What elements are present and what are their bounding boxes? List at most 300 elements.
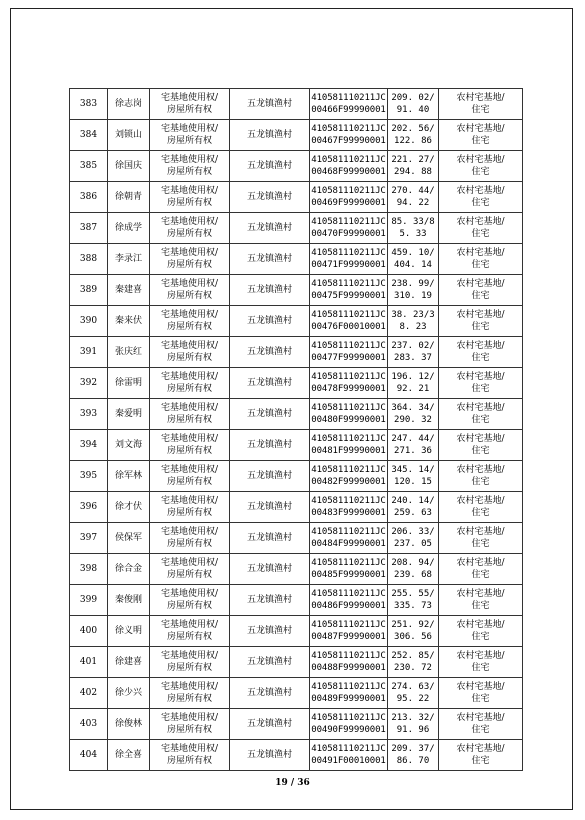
- cell-unit-code-line: 00475F99990001: [311, 291, 386, 301]
- cell-unit-code: [310, 337, 388, 368]
- cell-area-line: 38. 23/3: [391, 310, 435, 320]
- cell-unit-code: [310, 585, 388, 616]
- cell-serial-number: 384: [70, 120, 108, 151]
- cell-unit-code-line: 410581110211JC: [311, 434, 386, 444]
- cell-right-type-line: 房屋所有权: [166, 570, 212, 580]
- cell-usage-line: 农村宅基地/: [456, 682, 505, 692]
- cell-area: [388, 337, 439, 368]
- cell-right-type-line: 房屋所有权: [166, 229, 212, 239]
- cell-serial-number: 394: [70, 430, 108, 461]
- cell-usage-line: 农村宅基地/: [456, 434, 505, 444]
- cell-unit-code-line: 00488F99990001: [311, 663, 386, 673]
- cell-right-type: [150, 368, 230, 399]
- cell-right-type: [150, 430, 230, 461]
- table-row: [70, 709, 523, 740]
- cell-right-type-line: 宅基地使用权/: [160, 682, 219, 692]
- cell-usage-line: 住宅: [471, 477, 490, 487]
- cell-usage: [439, 151, 523, 182]
- cell-area-line: 290. 32: [394, 415, 432, 425]
- table-row: [70, 213, 523, 244]
- cell-unit-code-line: 00481F99990001: [311, 446, 386, 456]
- cell-owner-name: 徐俊林: [108, 709, 150, 740]
- cell-usage-line: 农村宅基地/: [456, 124, 505, 134]
- cell-unit-code-line: 410581110211JC: [311, 620, 386, 630]
- cell-location: 五龙镇渔村: [230, 399, 310, 430]
- cell-area-line: 202. 56/: [391, 124, 435, 134]
- cell-area-line: 270. 44/: [391, 186, 435, 196]
- cell-unit-code-line: 410581110211JC: [311, 651, 386, 661]
- cell-usage: [439, 585, 523, 616]
- cell-owner-name: 侯保军: [108, 523, 150, 554]
- cell-right-type-line: 房屋所有权: [166, 756, 212, 766]
- cell-usage-line: 农村宅基地/: [456, 155, 505, 165]
- cell-right-type-line: 宅基地使用权/: [160, 465, 219, 475]
- cell-serial-number: 385: [70, 151, 108, 182]
- cell-serial-number: 387: [70, 213, 108, 244]
- cell-usage: [439, 554, 523, 585]
- cell-right-type-line: 宅基地使用权/: [160, 589, 219, 599]
- cell-usage-line: 住宅: [471, 291, 490, 301]
- cell-right-type: [150, 647, 230, 678]
- cell-unit-code-line: 410581110211JC: [311, 372, 386, 382]
- cell-right-type-line: 宅基地使用权/: [160, 279, 219, 289]
- cell-serial-number: 397: [70, 523, 108, 554]
- cell-location: 五龙镇渔村: [230, 244, 310, 275]
- cell-unit-code: [310, 89, 388, 120]
- cell-usage: [439, 337, 523, 368]
- cell-area-line: 209. 37/: [391, 744, 435, 754]
- cell-usage-line: 农村宅基地/: [456, 651, 505, 661]
- cell-location: 五龙镇渔村: [230, 182, 310, 213]
- cell-usage: [439, 740, 523, 771]
- cell-unit-code-line: 00483F99990001: [311, 508, 386, 518]
- cell-area-line: 91. 40: [396, 105, 430, 115]
- cell-right-type-line: 宅基地使用权/: [160, 527, 219, 537]
- cell-usage-line: 住宅: [471, 384, 490, 394]
- cell-usage-line: 农村宅基地/: [456, 713, 505, 723]
- table-row: [70, 399, 523, 430]
- cell-unit-code-line: 00476F00010001: [311, 322, 386, 332]
- cell-unit-code: [310, 461, 388, 492]
- cell-usage: [439, 647, 523, 678]
- cell-unit-code: [310, 492, 388, 523]
- cell-unit-code: [310, 213, 388, 244]
- cell-usage-line: 住宅: [471, 198, 490, 208]
- cell-unit-code: [310, 120, 388, 151]
- cell-area-line: 120. 15: [394, 477, 432, 487]
- cell-unit-code-line: 410581110211JC: [311, 279, 386, 289]
- cell-usage: [439, 430, 523, 461]
- table-row: [70, 89, 523, 120]
- cell-area: [388, 616, 439, 647]
- cell-unit-code-line: 410581110211JC: [311, 248, 386, 258]
- cell-location: 五龙镇渔村: [230, 120, 310, 151]
- cell-unit-code: [310, 306, 388, 337]
- table-row: [70, 585, 523, 616]
- cell-serial-number: 400: [70, 616, 108, 647]
- cell-area-line: 8. 23: [399, 322, 427, 332]
- table-row: [70, 244, 523, 275]
- cell-right-type: [150, 461, 230, 492]
- cell-serial-number: 401: [70, 647, 108, 678]
- cell-right-type-line: 房屋所有权: [166, 539, 212, 549]
- cell-right-type-line: 宅基地使用权/: [160, 372, 219, 382]
- cell-usage: [439, 492, 523, 523]
- cell-right-type-line: 宅基地使用权/: [160, 651, 219, 661]
- table-row: [70, 740, 523, 771]
- cell-area: [388, 430, 439, 461]
- cell-owner-name: 徐朝青: [108, 182, 150, 213]
- table-row: [70, 523, 523, 554]
- cell-area-line: 238. 99/: [391, 279, 435, 289]
- cell-right-type: [150, 709, 230, 740]
- cell-usage-line: 农村宅基地/: [456, 620, 505, 630]
- cell-usage-line: 住宅: [471, 415, 490, 425]
- cell-area-line: 310. 19: [394, 291, 432, 301]
- cell-usage-line: 住宅: [471, 260, 490, 270]
- cell-owner-name: 秦俊刚: [108, 585, 150, 616]
- cell-serial-number: 396: [70, 492, 108, 523]
- cell-usage: [439, 213, 523, 244]
- cell-usage-line: 农村宅基地/: [456, 403, 505, 413]
- cell-usage-line: 农村宅基地/: [456, 496, 505, 506]
- cell-unit-code: [310, 678, 388, 709]
- cell-right-type-line: 宅基地使用权/: [160, 713, 219, 723]
- cell-usage: [439, 368, 523, 399]
- cell-right-type-line: 宅基地使用权/: [160, 155, 219, 165]
- cell-usage-line: 农村宅基地/: [456, 248, 505, 258]
- cell-serial-number: 388: [70, 244, 108, 275]
- cell-unit-code: [310, 430, 388, 461]
- cell-right-type-line: 宅基地使用权/: [160, 620, 219, 630]
- cell-usage-line: 住宅: [471, 353, 490, 363]
- cell-area-line: 335. 73: [394, 601, 432, 611]
- cell-unit-code-line: 410581110211JC: [311, 713, 386, 723]
- cell-serial-number: 390: [70, 306, 108, 337]
- cell-area-line: 247. 44/: [391, 434, 435, 444]
- cell-usage: [439, 523, 523, 554]
- cell-unit-code-line: 00489F99990001: [311, 694, 386, 704]
- cell-unit-code-line: 00469F99990001: [311, 198, 386, 208]
- cell-area-line: 85. 33/8: [391, 217, 435, 227]
- cell-right-type: [150, 151, 230, 182]
- cell-right-type-line: 宅基地使用权/: [160, 186, 219, 196]
- cell-location: 五龙镇渔村: [230, 461, 310, 492]
- cell-location: 五龙镇渔村: [230, 647, 310, 678]
- table-row: [70, 678, 523, 709]
- cell-right-type: [150, 554, 230, 585]
- cell-right-type-line: 房屋所有权: [166, 322, 212, 332]
- cell-right-type-line: 房屋所有权: [166, 291, 212, 301]
- cell-unit-code-line: 00466F99990001: [311, 105, 386, 115]
- cell-usage: [439, 182, 523, 213]
- cell-area-line: 240. 14/: [391, 496, 435, 506]
- cell-unit-code-line: 410581110211JC: [311, 744, 386, 754]
- cell-owner-name: 徐军林: [108, 461, 150, 492]
- cell-unit-code: [310, 368, 388, 399]
- cell-owner-name: 秦爱明: [108, 399, 150, 430]
- cell-unit-code-line: 410581110211JC: [311, 589, 386, 599]
- cell-area-line: 364. 34/: [391, 403, 435, 413]
- cell-right-type-line: 房屋所有权: [166, 384, 212, 394]
- cell-unit-code-line: 00485F99990001: [311, 570, 386, 580]
- cell-area-line: 255. 55/: [391, 589, 435, 599]
- cell-right-type-line: 房屋所有权: [166, 353, 212, 363]
- cell-unit-code-line: 00471F99990001: [311, 260, 386, 270]
- cell-unit-code-line: 00487F99990001: [311, 632, 386, 642]
- cell-area-line: 230. 72: [394, 663, 432, 673]
- cell-unit-code-line: 00470F99990001: [311, 229, 386, 239]
- cell-serial-number: 393: [70, 399, 108, 430]
- cell-right-type-line: 房屋所有权: [166, 260, 212, 270]
- cell-owner-name: 徐建喜: [108, 647, 150, 678]
- cell-unit-code-line: 410581110211JC: [311, 310, 386, 320]
- cell-usage-line: 农村宅基地/: [456, 744, 505, 754]
- table-row: [70, 275, 523, 306]
- cell-owner-name: 徐义明: [108, 616, 150, 647]
- cell-usage-line: 住宅: [471, 446, 490, 456]
- cell-right-type-line: 房屋所有权: [166, 508, 212, 518]
- cell-area: [388, 120, 439, 151]
- cell-right-type: [150, 120, 230, 151]
- cell-serial-number: 383: [70, 89, 108, 120]
- cell-serial-number: 404: [70, 740, 108, 771]
- cell-location: 五龙镇渔村: [230, 554, 310, 585]
- cell-area: [388, 182, 439, 213]
- cell-owner-name: 徐成学: [108, 213, 150, 244]
- cell-unit-code: [310, 709, 388, 740]
- cell-owner-name: 秦建喜: [108, 275, 150, 306]
- cell-usage-line: 农村宅基地/: [456, 589, 505, 599]
- cell-usage-line: 农村宅基地/: [456, 372, 505, 382]
- cell-serial-number: 395: [70, 461, 108, 492]
- cell-location: 五龙镇渔村: [230, 213, 310, 244]
- cell-area-line: 221. 27/: [391, 155, 435, 165]
- table-row: [70, 554, 523, 585]
- cell-unit-code-line: 00477F99990001: [311, 353, 386, 363]
- cell-area-line: 208. 94/: [391, 558, 435, 568]
- cell-area-line: 271. 36: [394, 446, 432, 456]
- cell-area-line: 259. 63: [394, 508, 432, 518]
- cell-right-type-line: 房屋所有权: [166, 632, 212, 642]
- cell-usage-line: 住宅: [471, 539, 490, 549]
- cell-right-type-line: 宅基地使用权/: [160, 403, 219, 413]
- cell-right-type-line: 宅基地使用权/: [160, 248, 219, 258]
- cell-area-line: 196. 12/: [391, 372, 435, 382]
- cell-location: 五龙镇渔村: [230, 306, 310, 337]
- cell-area: [388, 213, 439, 244]
- cell-unit-code: [310, 399, 388, 430]
- cell-area-line: 345. 14/: [391, 465, 435, 475]
- cell-usage-line: 住宅: [471, 694, 490, 704]
- cell-usage-line: 住宅: [471, 632, 490, 642]
- cell-location: 五龙镇渔村: [230, 368, 310, 399]
- cell-area-line: 252. 85/: [391, 651, 435, 661]
- cell-unit-code: [310, 616, 388, 647]
- cell-right-type-line: 宅基地使用权/: [160, 558, 219, 568]
- cell-right-type-line: 房屋所有权: [166, 136, 212, 146]
- cell-area-line: 274. 63/: [391, 682, 435, 692]
- cell-owner-name: 徐合金: [108, 554, 150, 585]
- cell-area-line: 95. 22: [396, 694, 430, 704]
- cell-area: [388, 678, 439, 709]
- cell-usage-line: 住宅: [471, 167, 490, 177]
- cell-unit-code: [310, 182, 388, 213]
- table-row: [70, 430, 523, 461]
- cell-serial-number: 398: [70, 554, 108, 585]
- cell-right-type: [150, 89, 230, 120]
- cell-area: [388, 523, 439, 554]
- cell-location: 五龙镇渔村: [230, 492, 310, 523]
- cell-right-type: [150, 492, 230, 523]
- registration-table-body: [70, 89, 523, 771]
- cell-unit-code-line: 00486F99990001: [311, 601, 386, 611]
- cell-location: 五龙镇渔村: [230, 523, 310, 554]
- cell-unit-code-line: 410581110211JC: [311, 682, 386, 692]
- cell-area-line: 213. 32/: [391, 713, 435, 723]
- cell-unit-code-line: 00491F00010001: [311, 756, 386, 766]
- cell-usage: [439, 461, 523, 492]
- cell-usage: [439, 306, 523, 337]
- cell-area-line: 294. 88: [394, 167, 432, 177]
- cell-usage-line: 住宅: [471, 756, 490, 766]
- cell-serial-number: 392: [70, 368, 108, 399]
- cell-area-line: 86. 70: [396, 756, 430, 766]
- cell-unit-code-line: 00482F99990001: [311, 477, 386, 487]
- cell-usage: [439, 244, 523, 275]
- table-row: [70, 120, 523, 151]
- cell-unit-code-line: 410581110211JC: [311, 341, 386, 351]
- cell-right-type-line: 宅基地使用权/: [160, 434, 219, 444]
- cell-unit-code-line: 00484F99990001: [311, 539, 386, 549]
- cell-unit-code-line: 410581110211JC: [311, 558, 386, 568]
- cell-right-type: [150, 337, 230, 368]
- cell-usage-line: 农村宅基地/: [456, 341, 505, 351]
- cell-right-type: [150, 585, 230, 616]
- cell-right-type-line: 宅基地使用权/: [160, 310, 219, 320]
- cell-area-line: 239. 68: [394, 570, 432, 580]
- cell-right-type-line: 房屋所有权: [166, 601, 212, 611]
- cell-right-type: [150, 740, 230, 771]
- cell-area: [388, 585, 439, 616]
- cell-right-type-line: 房屋所有权: [166, 725, 212, 735]
- cell-owner-name: 徐少兴: [108, 678, 150, 709]
- cell-location: 五龙镇渔村: [230, 709, 310, 740]
- cell-right-type: [150, 306, 230, 337]
- cell-location: 五龙镇渔村: [230, 740, 310, 771]
- table-row: [70, 461, 523, 492]
- cell-unit-code-line: 410581110211JC: [311, 217, 386, 227]
- cell-serial-number: 402: [70, 678, 108, 709]
- cell-usage: [439, 616, 523, 647]
- cell-serial-number: 386: [70, 182, 108, 213]
- cell-usage-line: 住宅: [471, 725, 490, 735]
- cell-area-line: 92. 21: [396, 384, 430, 394]
- cell-usage: [439, 275, 523, 306]
- cell-usage-line: 住宅: [471, 601, 490, 611]
- registration-table: [69, 88, 523, 771]
- cell-location: 五龙镇渔村: [230, 89, 310, 120]
- cell-right-type: [150, 182, 230, 213]
- cell-area-line: 5. 33: [399, 229, 427, 239]
- cell-area: [388, 399, 439, 430]
- cell-right-type-line: 房屋所有权: [166, 663, 212, 673]
- cell-usage: [439, 89, 523, 120]
- cell-right-type-line: 房屋所有权: [166, 694, 212, 704]
- cell-unit-code-line: 00480F99990001: [311, 415, 386, 425]
- cell-unit-code-line: 00478F99990001: [311, 384, 386, 394]
- cell-owner-name: 刘锁山: [108, 120, 150, 151]
- cell-area-line: 404. 14: [394, 260, 432, 270]
- table-row: [70, 151, 523, 182]
- cell-right-type: [150, 678, 230, 709]
- cell-area-line: 306. 56: [394, 632, 432, 642]
- cell-usage-line: 农村宅基地/: [456, 558, 505, 568]
- cell-location: 五龙镇渔村: [230, 337, 310, 368]
- cell-area: [388, 244, 439, 275]
- cell-right-type-line: 宅基地使用权/: [160, 744, 219, 754]
- cell-usage-line: 农村宅基地/: [456, 93, 505, 103]
- cell-usage-line: 住宅: [471, 663, 490, 673]
- cell-usage-line: 农村宅基地/: [456, 279, 505, 289]
- cell-usage: [439, 678, 523, 709]
- cell-usage-line: 住宅: [471, 105, 490, 115]
- cell-right-type-line: 房屋所有权: [166, 167, 212, 177]
- cell-location: 五龙镇渔村: [230, 616, 310, 647]
- cell-unit-code-line: 00467F99990001: [311, 136, 386, 146]
- cell-unit-code: [310, 523, 388, 554]
- cell-unit-code-line: 410581110211JC: [311, 155, 386, 165]
- cell-usage-line: 住宅: [471, 508, 490, 518]
- cell-owner-name: 李录江: [108, 244, 150, 275]
- cell-right-type-line: 宅基地使用权/: [160, 124, 219, 134]
- cell-usage-line: 住宅: [471, 322, 490, 332]
- cell-area-line: 237. 02/: [391, 341, 435, 351]
- cell-area-line: 209. 02/: [391, 93, 435, 103]
- cell-unit-code-line: 410581110211JC: [311, 403, 386, 413]
- cell-serial-number: 403: [70, 709, 108, 740]
- cell-unit-code: [310, 275, 388, 306]
- cell-unit-code: [310, 740, 388, 771]
- cell-serial-number: 391: [70, 337, 108, 368]
- cell-right-type-line: 房屋所有权: [166, 105, 212, 115]
- cell-area-line: 91. 96: [396, 725, 430, 735]
- cell-area: [388, 740, 439, 771]
- cell-unit-code-line: 410581110211JC: [311, 527, 386, 537]
- cell-unit-code-line: 00468F99990001: [311, 167, 386, 177]
- cell-serial-number: 399: [70, 585, 108, 616]
- cell-right-type: [150, 399, 230, 430]
- cell-right-type-line: 房屋所有权: [166, 198, 212, 208]
- cell-area-line: 122. 86: [394, 136, 432, 146]
- cell-unit-code: [310, 244, 388, 275]
- cell-area: [388, 368, 439, 399]
- cell-location: 五龙镇渔村: [230, 151, 310, 182]
- cell-usage: [439, 399, 523, 430]
- cell-usage-line: 住宅: [471, 136, 490, 146]
- cell-owner-name: 刘文海: [108, 430, 150, 461]
- cell-usage-line: 农村宅基地/: [456, 217, 505, 227]
- cell-unit-code: [310, 151, 388, 182]
- cell-right-type-line: 宅基地使用权/: [160, 93, 219, 103]
- cell-unit-code-line: 00490F99990001: [311, 725, 386, 735]
- cell-area: [388, 647, 439, 678]
- cell-right-type-line: 房屋所有权: [166, 446, 212, 456]
- cell-area: [388, 89, 439, 120]
- cell-area: [388, 275, 439, 306]
- cell-right-type-line: 房屋所有权: [166, 477, 212, 487]
- table-row: [70, 182, 523, 213]
